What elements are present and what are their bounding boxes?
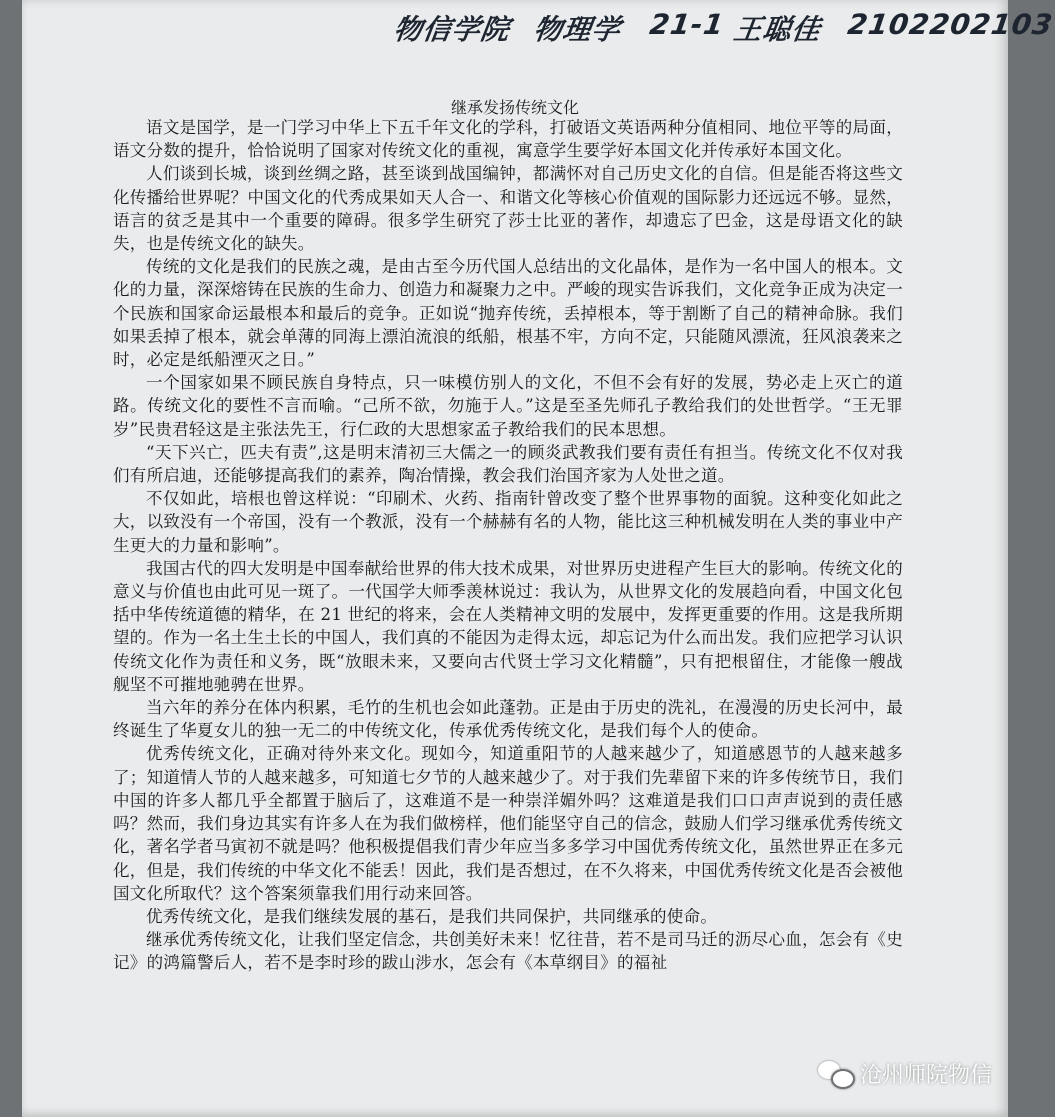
college-name: 物信学院 — [391, 13, 513, 46]
paragraph: 语文是国学，是一门学习中华上下五千年文化的学科，打破语文英语两种分值相同、地位平等的局面，语文分数的提升，恰恰说明了国家对传统文化的重视，寓意学生要学好本国文化并传承好本国文化。 — [113, 118, 903, 161]
wechat-icon — [818, 1061, 852, 1087]
paragraph: 传统的文化是我们的民族之魂，是由古至今历代国人总结出的文化晶体，是作为一名中国人的根本。文化的力量，深深熔铸在民族的生命力、创造力和凝聚力之中。严峻的现实告诉我们，文化竞争正成为决定一个民族和国家命运最根本和最后的竞争。正如说“抛弃传统，丢掉根本，等于割断了自己的精神命脉。我们如果丢掉了根本，就会单薄的同海上漂泊流浪的纸船，根基不牢，方向不定，只能随风漂流，狂风浪袭来之时，必定是纸船湮灭之日。” — [113, 257, 903, 370]
paragraph: 我国古代的四大发明是中国奉献给世界的伟大技术成果，对世界历史进程产生巨大的影响。传统文化的意义与价值也由此可见一斑了。一代国学大师季羡林说过：我认为，从世界文化的发展趋向看，中国文化包括中华传统道德的精华，在 21 世纪的将来，会在人类精神文明的发展中，发挥更重要的作用。这是我所期望的。作为一名土生土长的中国人，我们真的不能因为走得太远，却忘记为什么而出发。我们应把学习认识传统文化作为责任和义务，既“放眼未来，又要向古代贤士学习文化精髓”，只有把根留住，才能像一艘战舰坚不可摧地驰骋在世界。 — [113, 558, 903, 694]
paragraph: 优秀传统文化，正确对待外来文化。现如今，知道重阳节的人越来越少了，知道感恩节的人越来越多了；知道情人节的人越来越多，可知道七夕节的人越来越少了。对于我们先辈留下来的许多传统节日，我们中国的许多人都几乎全都置于脑后了，这难道不是一种崇洋媚外吗？这难道是我们口口声声说到的责任感吗？然而，我们身边其实有许多人在为我们做榜样，他们能坚守自己的信念，鼓励人们学习继承优秀传统文化，著名学者马寅初不就是吗？他积极提倡我们青少年应当多多学习中国优秀传统文化，虽然世界正在多元化，但是，我们传统的中华文化不能丢！因此，我们是否想过，在不久将来，中国优秀传统文化是否会被他国文化所取代？这个答案须靠我们用行动来回答。 — [113, 744, 903, 903]
document-title: 继承发扬传统文化 — [450, 98, 579, 117]
student-name: 王聪佳 — [731, 13, 824, 46]
paragraph: 优秀传统文化，是我们继续发展的基石，是我们共同保护，共同继承的使命。 — [146, 906, 718, 926]
paragraph: 不仅如此，培根也曾这样说：“印刷术、火药、指南针曾改变了整个世界事物的面貌。这种变化如此之大，以致没有一个帝国，没有一个教派，没有一个赫赫有名的人物，能比这三种机械发明在人类的事业中产生更大的力量和影响”。 — [113, 489, 903, 555]
class-number: 21-1 — [647, 8, 727, 41]
paragraph: “天下兴亡，匹夫有责”,这是明末清初三大儒之一的顾炎武教我们要有责任有担当。传统文化不仅对我们有所启迪，还能够提高我们的素养，陶冶情操，教会我们治国齐家为人处世之道。 — [113, 442, 903, 486]
document-body — [113, 116, 903, 975]
paragraph: 一个国家如果不顾民族自身特点，只一味模仿别人的文化，不但不会有好的发展，势必走上灭亡的道路。传统文化的要性不言而喻。“己所不欲，勿施于人。”这是至圣先师孔子教给我们的处世哲学。“王无罪岁”民贵君轻这是主张法先王，行仁政的大思想家孟子教给我们的民本思想。 — [113, 373, 903, 439]
handwritten-header — [22, 0, 1055, 70]
wechat-watermark — [818, 1058, 992, 1089]
document-page — [22, 0, 1055, 1117]
student-id: 2102202103 — [845, 8, 1055, 41]
major-name: 物理学 — [531, 13, 624, 46]
paragraph: 继承优秀传统文化，让我们坚定信念，共创美好未来！忆往昔，若不是司马迁的沥尽心血，怎会有《史记》的鸿篇警后人，若不是李时珍的跋山涉水，怎会有《本草纲目》的福祉 — [113, 930, 903, 973]
watermark-text: 沧州师院物信 — [859, 1063, 992, 1088]
paragraph: 当六年的养分在体内积累，毛竹的生机也会如此蓬勃。正是由于历史的洗礼，在漫漫的历史长河中，最终诞生了华夏女儿的独一无二的中传统文化，传承优秀传统文化，是我们每个人的使命。 — [113, 698, 903, 741]
paragraph: 人们谈到长城，谈到丝绸之路，甚至谈到战国编钟，都满怀对自己历史文化的自信。但是能否将这些文化传播给世界呢？中国文化的代秀成果如天人合一、和谐文化等核心价值观的国际影力还远远不够。显然，语言的贫乏是其中一个重要的障碍。很多学生研究了莎士比亚的著作，却遗忘了巴金，这是母语文化的缺失，也是传统文化的缺失。 — [113, 164, 903, 254]
